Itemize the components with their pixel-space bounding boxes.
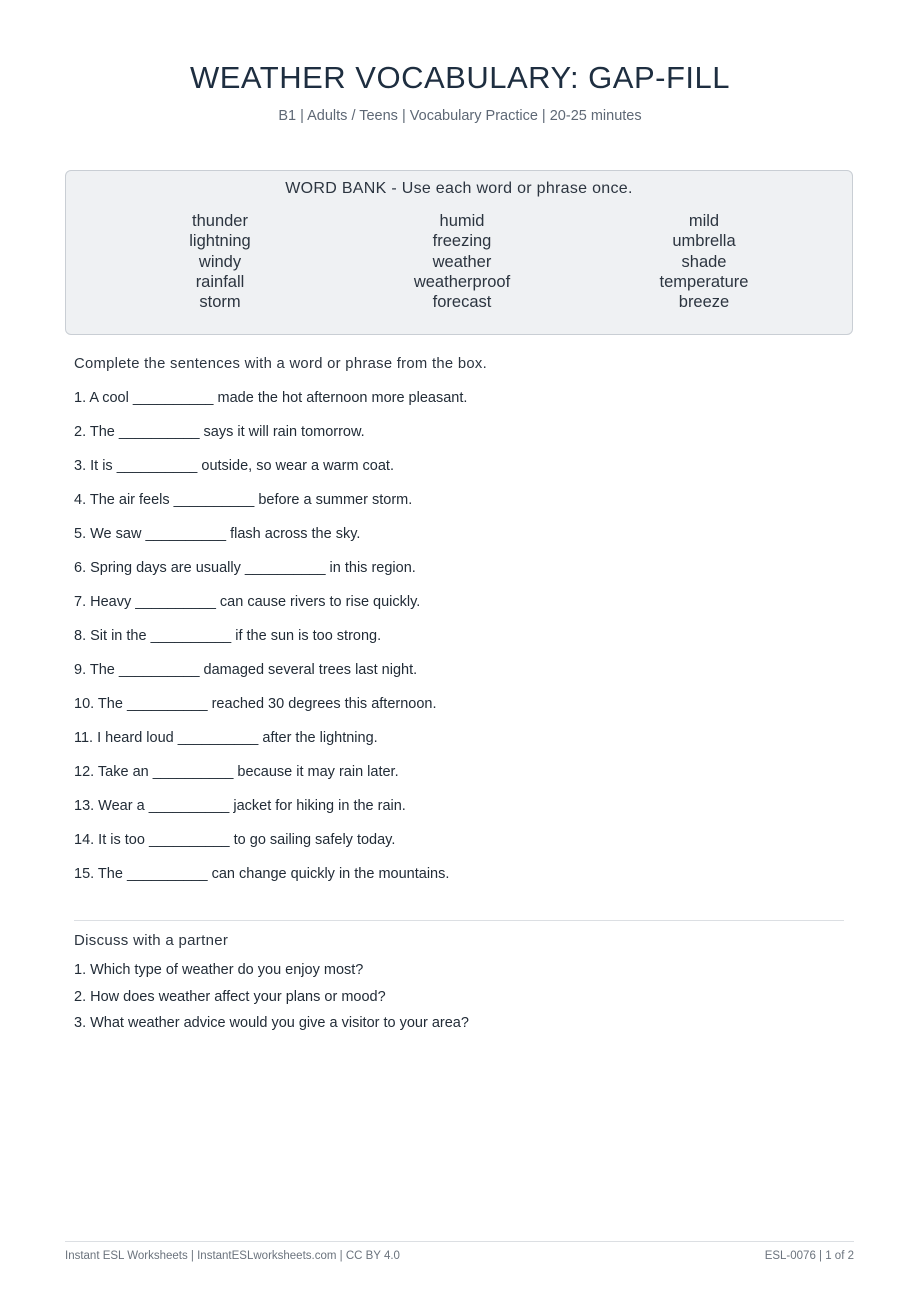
discussion-title: Discuss with a partner bbox=[74, 932, 229, 949]
discussion-list bbox=[74, 961, 469, 1041]
page-subtitle: B1 | Adults / Teens | Vocabulary Practice | 20-25 minutes bbox=[278, 108, 642, 124]
word-bank-column bbox=[100, 211, 340, 312]
page-title: WEATHER VOCABULARY: GAP-FILL bbox=[190, 60, 730, 95]
word-bank-column bbox=[584, 211, 824, 312]
discussion-item: 3. What weather advice would you give a visitor to your area? bbox=[74, 1015, 469, 1031]
gap-fill-item: 15. The __________ can change quickly in the mountains. bbox=[74, 866, 450, 882]
word-bank-box bbox=[65, 170, 853, 335]
word-bank-column bbox=[342, 211, 582, 312]
gap-fill-list bbox=[74, 389, 467, 899]
word-bank-word: temperature bbox=[659, 272, 749, 291]
section-divider bbox=[74, 920, 844, 921]
word-bank-word: weatherproof bbox=[413, 272, 511, 291]
gap-fill-item: 1. A cool __________ made the hot afternoon more pleasant. bbox=[74, 390, 468, 406]
gap-fill-item: 11. I heard loud __________ after the lightning. bbox=[74, 730, 378, 746]
gap-fill-item: 3. It is __________ outside, so wear a warm coat. bbox=[74, 458, 394, 474]
word-bank-word: storm bbox=[199, 293, 241, 312]
gap-fill-item: 8. Sit in the __________ if the sun is too strong. bbox=[74, 628, 382, 644]
word-bank-word: shade bbox=[681, 252, 727, 271]
word-bank-word: forecast bbox=[432, 293, 492, 312]
gap-fill-item: 13. Wear a __________ jacket for hiking in the rain. bbox=[74, 798, 406, 814]
gap-fill-item: 10. The __________ reached 30 degrees this afternoon. bbox=[74, 696, 437, 712]
word-bank-word: mild bbox=[688, 212, 720, 230]
gap-fill-item: 12. Take an __________ because it may rain later. bbox=[74, 764, 399, 780]
word-bank-word: weather bbox=[432, 252, 492, 271]
footer-divider bbox=[65, 1241, 854, 1242]
footer-credits: Instant ESL Worksheets | InstantESLworksheets.com | CC BY 4.0 bbox=[65, 1250, 400, 1262]
footer-page-number: ESL-0076 | 1 of 2 bbox=[764, 1250, 854, 1262]
word-bank-word: lightning bbox=[189, 232, 251, 251]
word-bank-title: WORD BANK - Use each word or phrase once. bbox=[285, 180, 633, 197]
word-bank-word: umbrella bbox=[672, 232, 736, 251]
word-bank-word: windy bbox=[198, 252, 242, 271]
word-bank-word: freezing bbox=[432, 232, 492, 251]
gap-fill-item: 4. The air feels __________ before a summer storm. bbox=[74, 492, 413, 508]
gap-fill-item: 14. It is too __________ to go sailing safely today. bbox=[74, 832, 396, 848]
word-bank-word: thunder bbox=[192, 212, 248, 230]
word-bank-word: humid bbox=[439, 212, 485, 230]
discussion-item: 2. How does weather affect your plans or mood? bbox=[74, 988, 386, 1005]
discussion-item: 1. Which type of weather do you enjoy most? bbox=[74, 962, 364, 978]
exercise-instructions: Complete the sentences with a word or phrase from the box. bbox=[74, 356, 488, 372]
word-bank-word: breeze bbox=[678, 293, 730, 312]
gap-fill-item: 7. Heavy __________ can cause rivers to rise quickly. bbox=[74, 594, 421, 610]
gap-fill-item: 6. Spring days are usually __________ in this region. bbox=[74, 560, 416, 576]
gap-fill-item: 9. The __________ damaged several trees last night. bbox=[74, 662, 418, 678]
gap-fill-item: 2. The __________ says it will rain tomorrow. bbox=[74, 424, 365, 440]
gap-fill-item: 5. We saw __________ flash across the sky. bbox=[74, 526, 361, 542]
word-bank-word: rainfall bbox=[195, 272, 245, 291]
